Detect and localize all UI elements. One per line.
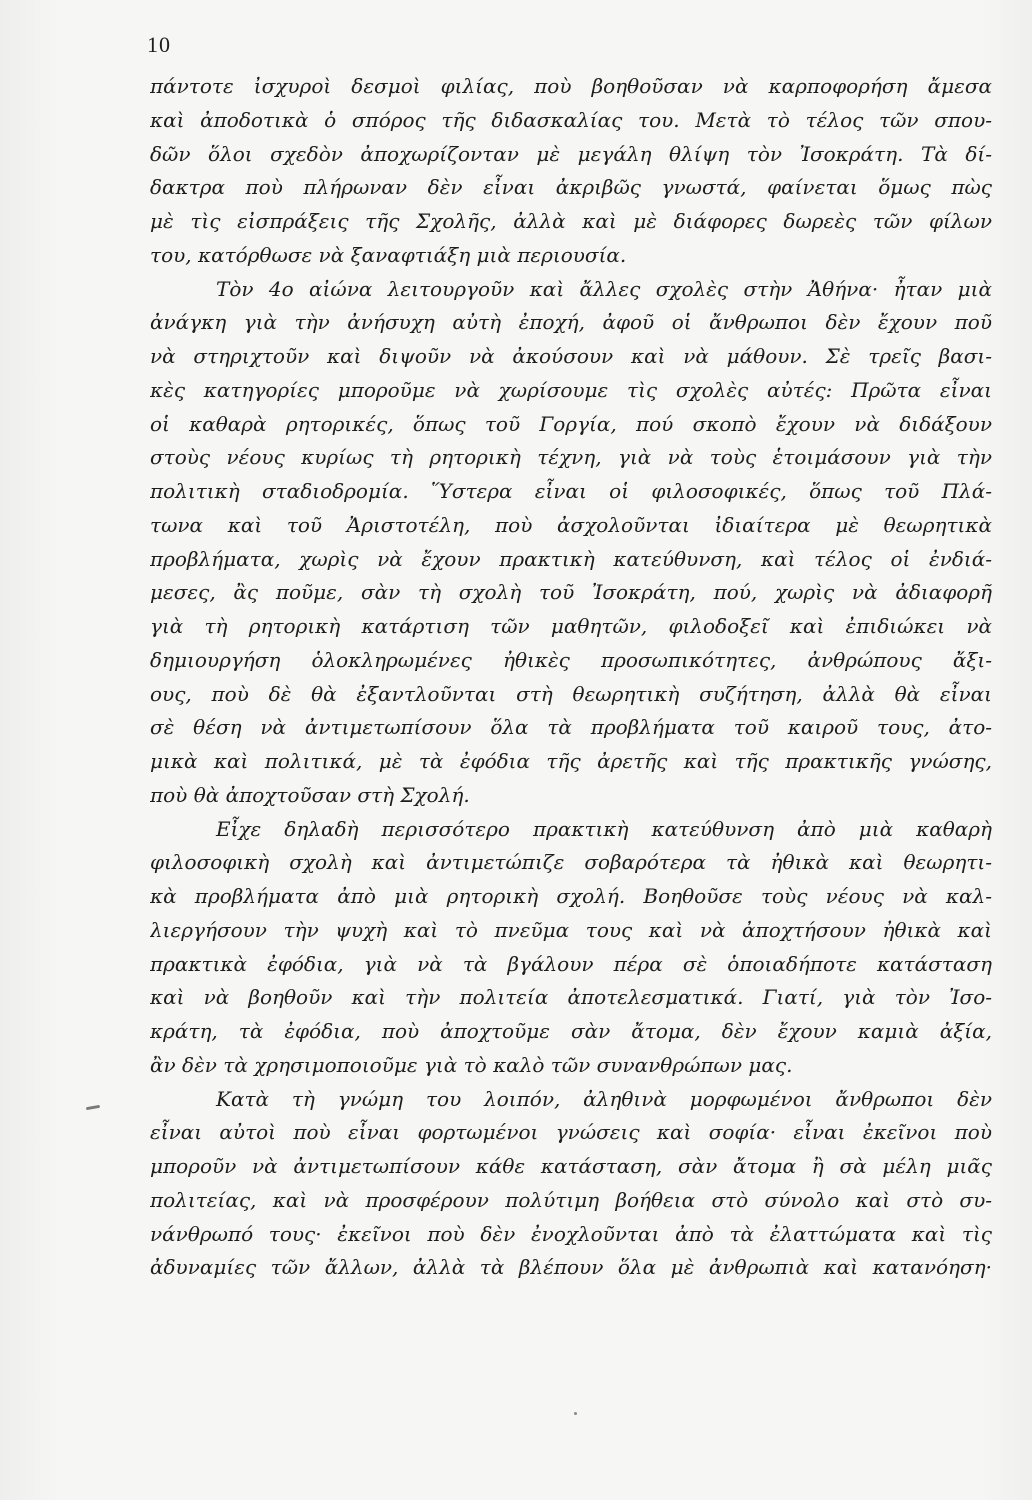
text-line: ους, ποὺ δὲ θὰ ἐξαντλοῦνται στὴ θεωρητικὴ συζήτηση, ἀλλὰ θὰ εἶναι <box>150 681 992 706</box>
text-line: οἱ καθαρὰ ρητορικές, ὅπως τοῦ Γοργία, πού σκοπὸ ἔχουν νὰ διδάξουν <box>150 411 992 436</box>
text-line: δημιουργήση ὁλοκληρωμένες ἠθικὲς προσωπικότητες, ἀνθρώπους ἄξι- <box>150 647 992 672</box>
text-line: ἀνάγκη γιὰ τὴν ἀνήσυχη αὐτὴ ἐποχή, ἀφοῦ οἱ ἄνθρωποι δὲν ἔχουν ποῦ <box>150 310 992 335</box>
text-line: πάντοτε ἰσχυροὶ δεσμοὶ φιλίας, ποὺ βοηθοῦσαν νὰ καρποφορήση ἄμεσα <box>150 74 992 98</box>
body-text <box>150 70 992 1285</box>
page-number: 10 <box>147 32 171 57</box>
text-line: Τὸν 4ο αἰώνα λειτουργοῦν καὶ ἄλλες σχολὲς στὴν Ἀθήνα· ἦταν μιὰ <box>216 276 992 301</box>
text-line: κὰ προβλήματα ἀπὸ μιὰ ρητορικὴ σχολή. Βοηθοῦσε τοὺς νέους νὰ καλ- <box>150 884 992 908</box>
text-line: λιεργήσουν τὴν ψυχὴ καὶ τὸ πνεῦμα τους καὶ νὰ ἀποχτήσουν ἠθικὰ καὶ <box>150 917 992 942</box>
text-line: δῶν ὅλοι σχεδὸν ἀποχωρίζονταν μὲ μεγάλη θλίψη τὸν Ἰσοκράτη. Τὰ δί- <box>150 141 992 166</box>
text-line: ἂν δὲν τὰ χρησιμοποιοῦμε γιὰ τὸ καλὸ τῶν συνανθρώπων μας. <box>150 1052 793 1077</box>
text-line: νὰ στηριχτοῦν καὶ διψοῦν νὰ ἀκούσουν καὶ νὰ μάθουν. Σὲ τρεῖς βασι- <box>150 344 992 368</box>
text-line: μὲ τὶς εἰσπράξεις τῆς Σχολῆς, ἀλλὰ καὶ μὲ διάφορες δωρεὲς τῶν φίλων <box>150 209 992 233</box>
text-line: σὲ θέση νὰ ἀντιμετωπίσουν ὅλα τὰ προβλήματα τοῦ καιροῦ τους, ἀτο- <box>150 715 992 740</box>
text-line: τωνα καὶ τοῦ Ἀριστοτέλη, ποὺ ἀσχολοῦνται ἰδιαίτερα μὲ θεωρητικὰ <box>150 512 992 537</box>
text-line: φιλοσοφικὴ σχολὴ καὶ ἀντιμετώπιζε σοβαρότερα τὰ ἠθικὰ καὶ θεωρητι- <box>150 850 992 875</box>
scan-mark <box>86 1105 100 1110</box>
text-line: καὶ νὰ βοηθοῦν καὶ τὴν πολιτεία ἀποτελεσματικά. Γιατί, γιὰ τὸν Ἰσο- <box>150 985 992 1010</box>
text-line: πρακτικὰ ἐφόδια, γιὰ νὰ τὰ βγάλουν πέρα σὲ ὁποιαδήποτε κατάσταση <box>150 951 992 976</box>
text-line: του, κατόρθωσε νὰ ξαναφτιάξη μιὰ περιουσία. <box>150 242 627 267</box>
text-line: μποροῦν νὰ ἀντιμετωπίσουν κάθε κατάσταση, σὰν ἄτομα ἢ σὰ μέλη μιᾶς <box>150 1154 992 1178</box>
text-line: μεσες, ἂς ποῦμε, σὰν τὴ σχολὴ τοῦ Ἰσοκράτη, πού, χωρὶς νὰ ἀδιαφορῆ <box>150 580 992 605</box>
text-line: εἶναι αὐτοὶ ποὺ εἶναι φορτωμένοι γνώσεις καὶ σοφία· εἶναι ἐκεῖνοι ποὺ <box>150 1120 992 1145</box>
scan-dot <box>574 1412 577 1415</box>
text-line: κράτη, τὰ ἐφόδια, ποὺ ἀποχτοῦμε σὰν ἄτομα, δὲν ἔχουν καμιὰ ἀξία, <box>150 1019 992 1043</box>
text-line: ἀδυναμίες τῶν ἄλλων, ἀλλὰ τὰ βλέπουν ὅλα μὲ ἀνθρωπιὰ καὶ κατανόηση· <box>150 1255 992 1280</box>
text-line: γιὰ τὴ ρητορικὴ κατάρτιση τῶν μαθητῶν, φιλοδοξεῖ καὶ ἐπιδιώκει νὰ <box>150 614 992 638</box>
text-line: στοὺς νέους κυρίως τὴ ρητορικὴ τέχνη, γιὰ νὰ τοὺς ἑτοιμάσουν γιὰ τὴν <box>150 445 992 470</box>
text-line: μικὰ καὶ πολιτικά, μὲ τὰ ἐφόδια τῆς ἀρετῆς καὶ τῆς πρακτικῆς γνώσης, <box>150 749 992 773</box>
text-line: κὲς κατηγορίες μποροῦμε νὰ χωρίσουμε τὶς σχολὲς αὐτές: Πρῶτα εἶναι <box>150 377 992 402</box>
text-line: προβλήματα, χωρὶς νὰ ἔχουν πρακτικὴ κατεύθυνση, καὶ τέλος οἱ ἐνδιά- <box>150 546 992 571</box>
text-line: Εἶχε δηλαδὴ περισσότερο πρακτικὴ κατεύθυνση ἀπὸ μιὰ καθαρὴ <box>216 816 992 841</box>
text-line: ποὺ θὰ ἀποχτοῦσαν στὴ Σχολή. <box>150 782 470 807</box>
text-line: πολιτικὴ σταδιοδρομία. Ὕστερα εἶναι οἱ φιλοσοφικές, ὅπως τοῦ Πλά- <box>150 479 992 503</box>
text-line: δακτρα ποὺ πλήρωναν δὲν εἶναι ἀκριβῶς γνωστά, φαίνεται ὅμως πὼς <box>150 175 992 200</box>
text-line: Κατὰ τὴ γνώμη του λοιπόν, ἀληθινὰ μορφωμένοι ἄνθρωποι δὲν <box>216 1086 992 1111</box>
text-line: νάνθρωπό τους· ἐκεῖνοι ποὺ δὲν ἐνοχλοῦνται ἀπὸ τὰ ἐλαττώματα καὶ τὶς <box>150 1221 992 1246</box>
text-line: καὶ ἀποδοτικὰ ὁ σπόρος τῆς διδασκαλίας του. Μετὰ τὸ τέλος τῶν σπου- <box>150 107 992 132</box>
text-line: πολιτείας, καὶ νὰ προσφέρουν πολύτιμη βοήθεια στὸ σύνολο καὶ στὸ συ- <box>150 1187 992 1212</box>
